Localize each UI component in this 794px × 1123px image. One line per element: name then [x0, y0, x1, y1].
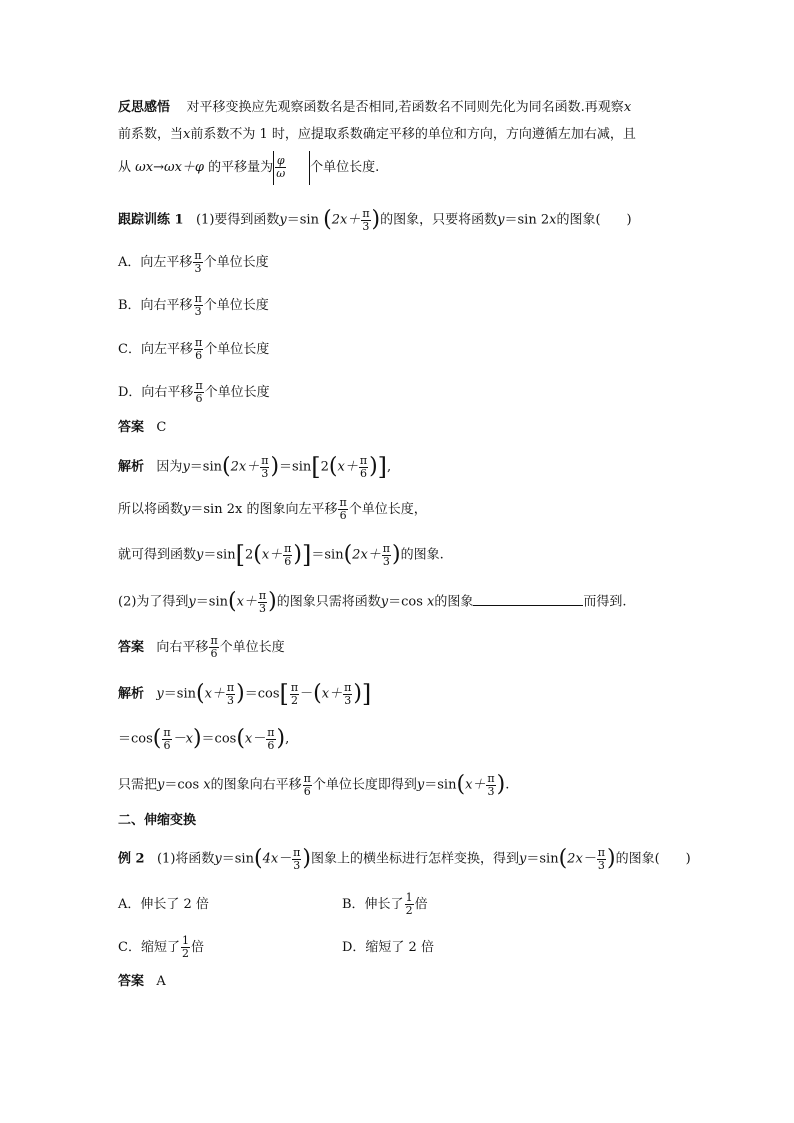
answer2-a: 向右平移 [156, 640, 209, 655]
unit-text: 个单位长度 [204, 342, 270, 357]
ex2-b: ＝sin [221, 851, 254, 867]
comma: , [387, 459, 392, 475]
var-y: y [188, 594, 196, 610]
a2l2-b: －x [172, 731, 193, 747]
var-y: y [279, 212, 287, 228]
section-title: 二、伸缩变换 [118, 813, 197, 828]
ex2-option-b-post: 倍 [414, 897, 428, 912]
paren-close: ) [293, 542, 302, 567]
paren-close: ) [268, 589, 277, 614]
example2-option-a [118, 890, 209, 920]
answer-example2 [118, 972, 166, 992]
paren-close: ) [369, 454, 378, 479]
paren-open: ( [195, 681, 205, 706]
analysis-1-line-1 [118, 450, 391, 485]
q1-text-c: ＝sin 2 [504, 212, 550, 228]
unit-text: 个单位长度 [203, 255, 269, 270]
ex2-option-a-text: A．伸长了 2 倍 [118, 897, 209, 912]
example2-label: 例 2 [118, 851, 145, 867]
paren-open: ( [456, 772, 466, 797]
fraction-pi-3: $\frac{\pi}{3}$ [194, 292, 202, 318]
var-y: y [416, 777, 425, 793]
paren-close: ) [607, 846, 616, 871]
q1-eq: ＝sin [286, 212, 319, 228]
var-x: x [183, 127, 191, 142]
paren-open: ( [253, 542, 262, 567]
fraction-pi-6: $\frac{\pi}{6}$ [194, 336, 203, 362]
paren-open: ( [236, 726, 245, 751]
q2-c: x＋ [236, 594, 257, 610]
a2l1-e: x＋ [321, 686, 343, 702]
var-x: x [549, 212, 557, 228]
fraction-pi-3: $\frac{\pi}{3}$ [344, 680, 352, 707]
ex2-e: ＝sin [526, 851, 559, 867]
paren-open: ( [343, 542, 353, 567]
answer-blank [473, 591, 583, 606]
fraction-phi-omega: $\frac{\varphi}{\omega}$ [276, 154, 286, 180]
fraction-1-2: $\frac{1}{2}$ [405, 891, 413, 917]
ex2-g: 的图象( ) [615, 851, 691, 867]
reflection-text-3b: 的平移量为 [208, 160, 274, 175]
bracket-close: ] [377, 453, 388, 481]
q2-e: ＝cos [388, 594, 423, 610]
q2-g: 的图象 [434, 594, 474, 610]
fraction-pi-6: $\frac{\pi}{6}$ [303, 771, 311, 798]
ex2-d: 图象上的横坐标进行怎样变换，得到 [311, 851, 520, 867]
answer-label: 答案 [118, 420, 145, 435]
a2l1-b: x＋ [204, 686, 225, 702]
a2l1-a: ＝sin [163, 686, 196, 702]
paren-close: ) [236, 681, 245, 706]
reflection-text-2a: 前系数，当 [118, 127, 184, 142]
fraction-pi-3: $\frac{\pi}{3}$ [226, 680, 235, 707]
ana3-f: 2x＋ [352, 547, 381, 563]
fraction-pi-6: $\frac{\pi}{6}$ [210, 634, 218, 660]
a2l2-c: ＝cos [201, 731, 237, 747]
var-y: y [380, 594, 389, 610]
paren-open: ( [152, 726, 162, 751]
ana1-c: 2x＋ [230, 459, 260, 475]
answer-label: 答案 [118, 974, 145, 989]
a2l2-a: ＝cos [118, 731, 153, 747]
fraction-pi-3: $\frac{\pi}{3}$ [597, 845, 606, 872]
q1-text-a: (1)要得到函数 [195, 212, 280, 228]
paren-open: ( [558, 846, 568, 871]
exercise1-label: 跟踪训练 1 [118, 212, 184, 228]
reflection-text-2b: 前系数不为 1 时，应提取系数确定平移的单位和方向，方向遵循左加右减，且 [190, 127, 636, 142]
q1-text-b: 的图象，只要将函数 [380, 212, 498, 228]
fraction-pi-6: $\frac{\pi}{6}$ [195, 379, 203, 405]
fraction-pi-6: $\frac{\pi}{6}$ [339, 496, 347, 522]
q2-b: ＝sin [195, 594, 228, 610]
var-x: x [623, 100, 632, 115]
example2-question [118, 842, 691, 877]
ex2-a: (1)将函数 [156, 851, 215, 867]
option-a [118, 248, 269, 278]
bracket-close: ] [361, 680, 372, 708]
fraction-pi-3: $\frac{\pi}{3}$ [362, 206, 370, 233]
exercise1-question [118, 204, 632, 237]
example2-option-b [342, 890, 428, 920]
ana3-b: ＝sin [203, 547, 236, 563]
ana1-e: 2 [320, 459, 329, 475]
paren-close: ) [302, 846, 311, 871]
a2l3-g: x＋ [465, 777, 486, 793]
ex2-option-c-post: 倍 [190, 940, 204, 955]
fraction-pi-6: $\frac{\pi}{6}$ [359, 453, 368, 480]
fraction-pi-6: $\frac{\pi}{6}$ [284, 541, 292, 568]
fraction-pi-3: $\frac{\pi}{3}$ [194, 249, 202, 275]
ana3-a: 就可得到函数 [118, 547, 197, 563]
var-y: y [214, 851, 222, 867]
a2l2-d: x－ [244, 731, 266, 747]
reflection-line-1 [118, 98, 631, 118]
fraction-pi-3: $\frac{\pi}{3}$ [261, 453, 269, 480]
paren-open: ( [222, 454, 231, 479]
paren-open: ( [313, 681, 322, 706]
ex2-option-d-text: D．缩短了 2 倍 [342, 940, 434, 955]
analysis-2-line-1 [118, 677, 371, 712]
paren-close: ) [270, 454, 280, 479]
analysis-1-line-3 [118, 538, 444, 573]
ana3-c: 2 [244, 547, 254, 563]
a2l1-c: ＝cos [244, 686, 280, 702]
example2-option-c [118, 933, 204, 963]
analysis-2-line-2 [118, 722, 289, 757]
var-y: y [156, 686, 164, 702]
fraction-1-2: $\frac{1}{2}$ [181, 934, 189, 960]
fraction-pi-3: $\frac{\pi}{3}$ [382, 541, 391, 568]
a2l3-d: 的图象向右平移 [210, 777, 302, 793]
paren-open: ( [323, 207, 332, 232]
fraction-pi-3: $\frac{\pi}{3}$ [487, 771, 495, 798]
reflection-text-1: 对平移变换应先观察函数名是否相同,若函数名不同则先化为同名函数.再观察 [186, 100, 624, 115]
ex2-c: 4x－ [262, 851, 292, 867]
var-y: y [497, 212, 505, 228]
example2-option-d [342, 933, 434, 963]
option-c-text: C．向左平移 [118, 342, 193, 357]
answer-1 [118, 418, 166, 438]
option-b-text: B．向右平移 [118, 298, 193, 313]
period: . [505, 777, 510, 793]
var-x: x [427, 594, 435, 610]
answer-label: 答案 [118, 640, 145, 655]
analysis-1-line-2 [118, 495, 427, 525]
bracket-open: [ [235, 541, 245, 569]
ana3-d: x＋ [261, 547, 283, 563]
q2-a: (2)为了得到 [118, 594, 189, 610]
reflection-line-2 [118, 125, 636, 145]
unit-text: 个单位长度 [204, 385, 270, 400]
unit-text: 个单位长度 [203, 298, 269, 313]
paren-close: ) [392, 542, 401, 567]
abs-bar-left [273, 151, 274, 185]
option-a-text: A．向左平移 [118, 255, 193, 270]
ana1-a: 因为 [156, 459, 183, 475]
paren-close: ) [276, 726, 286, 751]
ana2-a: 所以将函数 [118, 502, 184, 517]
q2-h: 而得到. [583, 594, 627, 610]
ex2-option-c-text: C．缩短了 [118, 940, 180, 955]
reflection-text-3a: 从 [118, 160, 132, 175]
a2l3-e: 个单位长度即得到 [312, 777, 417, 793]
q1-inner: 2x＋ [331, 212, 361, 228]
ex2-f: 2x－ [567, 851, 596, 867]
a2l3-a: 只需把 [118, 777, 158, 793]
paren-open: ( [328, 454, 338, 479]
option-c [118, 335, 269, 365]
fraction-pi-6: $\frac{\pi}{6}$ [267, 725, 275, 752]
a2l3-f: ＝sin [424, 777, 457, 793]
answer-2 [118, 633, 285, 663]
comma: , [285, 731, 290, 747]
option-d-text: D．向右平移 [118, 385, 194, 400]
paren-open: ( [227, 589, 237, 614]
question-2 [118, 585, 627, 620]
paren-close: ) [496, 772, 506, 797]
q1-text-d: 的图象( ) [556, 212, 632, 228]
var-y: y [157, 777, 165, 793]
answer-value: C [156, 420, 167, 435]
q2-d: 的图象只需将函数 [276, 594, 381, 610]
bracket-close: ] [302, 541, 312, 569]
a2l1-d: － [300, 686, 314, 702]
ana1-f: x＋ [337, 459, 358, 475]
ana2-c: 个单位长度， [348, 502, 427, 517]
bracket-open: [ [311, 453, 321, 481]
analysis-2-line-3 [118, 768, 509, 803]
reflection-label: 反思感悟 [118, 100, 171, 115]
fraction-pi-6: $\frac{\pi}{6}$ [163, 725, 171, 752]
answer2-b: 个单位长度 [219, 640, 285, 655]
var-x: x [203, 777, 211, 793]
analysis-label: 解析 [118, 459, 145, 475]
ana3-g: 的图象. [400, 547, 444, 563]
paren-open: ( [253, 846, 263, 871]
fraction-pi-3: $\frac{\pi}{3}$ [258, 588, 267, 615]
var-y: y [196, 547, 204, 563]
answer-value: A [156, 974, 166, 989]
a2l3-b: ＝cos [164, 777, 200, 793]
ex2-option-b-text: B．伸长了 [342, 897, 404, 912]
analysis-label: 解析 [118, 686, 145, 702]
ana2-b: ＝sin 2x 的图象向左平移 [190, 502, 338, 517]
reflection-expr: ωx→ωx＋φ [135, 160, 205, 175]
ana1-d: ＝sin [279, 459, 312, 475]
bracket-open: [ [279, 680, 289, 708]
fraction-pi-3: $\frac{\pi}{3}$ [293, 845, 301, 872]
paren-close: ) [371, 207, 381, 232]
option-d [118, 378, 270, 408]
ana3-e: ＝sin [311, 547, 344, 563]
var-y: y [519, 851, 527, 867]
var-y: y [182, 459, 190, 475]
fraction-pi-2: $\frac{\pi}{2}$ [290, 680, 299, 707]
reflection-line-3 [118, 150, 379, 186]
option-b [118, 291, 269, 321]
reflection-text-3c: 个单位长度. [310, 160, 380, 175]
ana1-b: ＝sin [189, 459, 222, 475]
paren-close: ) [192, 726, 202, 751]
var-y: y [183, 502, 191, 517]
paren-close: ) [353, 681, 362, 706]
